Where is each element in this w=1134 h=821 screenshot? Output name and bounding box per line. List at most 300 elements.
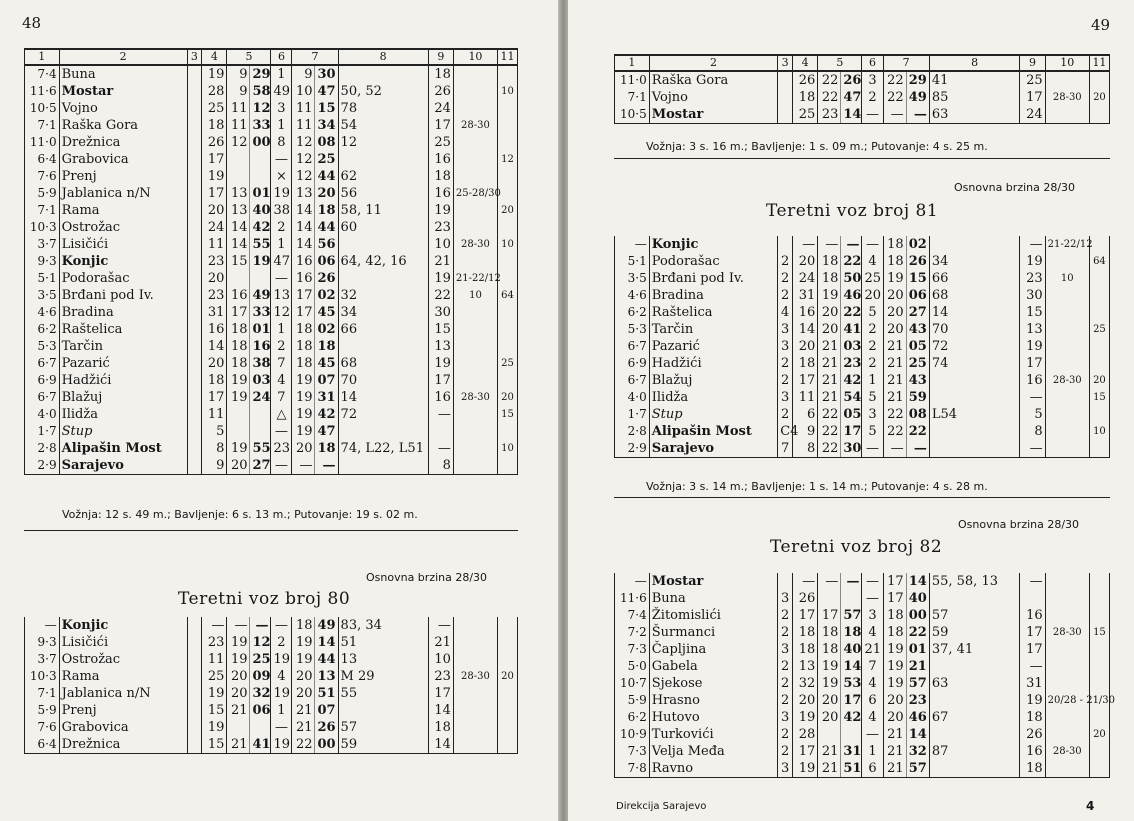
table-cell (778, 236, 793, 253)
table-cell (778, 573, 793, 590)
table-cell: 14 (929, 304, 1020, 321)
table-cell: — (818, 236, 841, 253)
table-cell: 8 (202, 440, 227, 457)
table-cell: 19 (792, 760, 817, 778)
station-name: Šurmanci (649, 624, 777, 641)
table-cell (187, 355, 202, 372)
table-cell: — (271, 719, 292, 736)
table-cell: 17 (292, 287, 315, 304)
table-row (615, 658, 1110, 675)
table-cell: 12 (250, 634, 271, 651)
table-cell: 5·1 (25, 270, 60, 287)
table-row (25, 440, 518, 457)
table-cell: 8 (1020, 423, 1045, 440)
table-cell: 20 (497, 202, 517, 219)
table-cell: 30 (428, 304, 453, 321)
table-cell: 18 (292, 617, 315, 634)
station-name: Alipašin Most (59, 440, 187, 457)
table-cell: 20 (292, 685, 315, 702)
table-cell: 21 (883, 338, 906, 355)
table-cell (497, 634, 517, 651)
table-cell: 20 (497, 668, 517, 685)
table-cell: 00 (250, 134, 271, 151)
table-cell: 50 (841, 270, 862, 287)
table-cell: 24 (792, 270, 817, 287)
table-cell (453, 355, 497, 372)
table-cell (497, 100, 517, 117)
table-cell: 19 (883, 658, 906, 675)
table-cell: 33 (250, 117, 271, 134)
table-cell: 19 (292, 423, 315, 440)
table-cell: 19 (883, 270, 906, 287)
table-cell: 26 (841, 71, 862, 89)
table-cell: 19 (883, 675, 906, 692)
table-cell (453, 685, 497, 702)
table-cell: 15 (497, 406, 517, 423)
table-cell: 18 (202, 372, 227, 389)
table-cell (497, 65, 517, 83)
table-cell (453, 457, 497, 475)
table-cell: 14 (792, 321, 817, 338)
base-speed-80: Osnovna brzina 28/30 (366, 571, 488, 584)
table-cell (338, 423, 428, 440)
table-cell: 22 (906, 624, 929, 641)
table-cell: 19 (792, 709, 817, 726)
table-cell (1089, 338, 1109, 355)
table-cell: 16 (227, 287, 250, 304)
table-cell (929, 692, 1020, 709)
table-cell: 19 (227, 651, 250, 668)
table-cell: 22 (818, 423, 841, 440)
table-cell: 14 (906, 573, 929, 590)
table-cell: 4 (862, 675, 883, 692)
table-cell: 31 (792, 287, 817, 304)
table-cell: △ (271, 406, 292, 423)
station-name: Jablanica n/N (59, 185, 187, 202)
table-cell: 28-30 (1045, 624, 1089, 641)
table-cell: — (792, 236, 817, 253)
table-cell: 19 (818, 675, 841, 692)
table-cell: 23 (428, 219, 453, 236)
table-cell: C4 (778, 423, 793, 440)
table-cell: 17 (1020, 641, 1045, 658)
station-name: Pazarić (649, 338, 777, 355)
table-cell (187, 151, 202, 168)
table-row (615, 355, 1110, 372)
table-cell: 21 (818, 355, 841, 372)
table-cell: 23 (841, 355, 862, 372)
table-cell (453, 651, 497, 668)
table-cell: 18 (428, 719, 453, 736)
table-cell: 29 (250, 65, 271, 83)
table-cell: 7·6 (25, 719, 60, 736)
table-cell (497, 253, 517, 270)
table-cell: 19 (818, 287, 841, 304)
table-cell (187, 185, 202, 202)
table-cell: 57 (338, 719, 428, 736)
table-cell: 2 (778, 624, 793, 641)
table-cell: 70 (338, 372, 428, 389)
table-cell: 2 (778, 372, 793, 389)
table-cell (1089, 406, 1109, 423)
table-cell: 20 (202, 270, 227, 287)
table-cell (1045, 709, 1089, 726)
table-cell: 20 (883, 287, 906, 304)
table-cell: 18 (292, 355, 315, 372)
table-cell: 18 (792, 641, 817, 658)
table-cell: 10 (453, 287, 497, 304)
table-cell (778, 89, 793, 106)
table-cell: 66 (338, 321, 428, 338)
page-number-left: 48 (22, 14, 42, 32)
table-cell (453, 202, 497, 219)
table-cell: 21 (292, 719, 315, 736)
station-name: Sarajevo (59, 457, 187, 475)
table-cell: 9·3 (25, 634, 60, 651)
table-cell: 9·3 (25, 253, 60, 270)
header-cell: 5 (227, 49, 271, 65)
table-cell: 23 (906, 692, 929, 709)
table-cell: 9 (202, 457, 227, 475)
table-cell: 13 (1020, 321, 1045, 338)
table-cell: 20 (818, 321, 841, 338)
footer-number: 4 (1086, 799, 1095, 813)
table-cell: 18 (883, 236, 906, 253)
station-name: Drežnica (59, 736, 187, 754)
table-cell: 17 (428, 117, 453, 134)
table-cell: — (271, 457, 292, 475)
station-name: Mostar (59, 83, 187, 100)
table-cell: 11·0 (615, 71, 650, 89)
table-cell (1089, 590, 1109, 607)
table-cell (929, 760, 1020, 778)
table-cell: 2 (862, 338, 883, 355)
table-cell: 28 (202, 83, 227, 100)
table-cell: 3 (862, 71, 883, 89)
table-cell: 23 (202, 287, 227, 304)
table-cell: 13 (271, 287, 292, 304)
divider (24, 530, 518, 531)
table-cell: 22 (841, 304, 862, 321)
table-cell: 18 (818, 624, 841, 641)
table-cell: 41 (250, 736, 271, 754)
table-cell (453, 304, 497, 321)
table-cell: 7·6 (25, 168, 60, 185)
table-cell: 19 (818, 658, 841, 675)
station-name: Sarajevo (649, 440, 777, 458)
table-cell: 11 (227, 117, 250, 134)
table-cell: 32 (338, 287, 428, 304)
table-row (25, 685, 518, 702)
table-cell: 34 (315, 117, 338, 134)
table-cell (227, 423, 250, 440)
table-cell (187, 634, 202, 651)
table-cell (929, 440, 1020, 458)
table-cell (453, 702, 497, 719)
table-cell (1045, 321, 1089, 338)
table-cell: 28-30 (453, 117, 497, 134)
table-cell: — (1020, 389, 1045, 406)
table-cell: 09 (250, 668, 271, 685)
table-cell (929, 372, 1020, 389)
table-cell: 19 (202, 65, 227, 83)
station-name: Konjic (649, 236, 777, 253)
table-cell: 6·4 (25, 151, 60, 168)
table-cell: 53 (841, 675, 862, 692)
header-cell: 10 (1045, 55, 1089, 71)
table-cell: 14 (202, 338, 227, 355)
table-cell: 18 (792, 355, 817, 372)
table-cell: 3·5 (25, 287, 60, 304)
table-cell: 06 (906, 287, 929, 304)
table-cell: 4 (778, 304, 793, 321)
table-row (615, 321, 1110, 338)
table-cell: 12 (271, 304, 292, 321)
table-cell: 10 (428, 651, 453, 668)
station-name: Žitomislići (649, 607, 777, 624)
table-cell: 64 (1089, 253, 1109, 270)
table-cell: 57 (906, 675, 929, 692)
header-cell: 2 (649, 55, 777, 71)
table-cell: 3·7 (25, 236, 60, 253)
table-cell: 27 (906, 304, 929, 321)
table-cell: 2 (778, 253, 793, 270)
table-cell: 19 (271, 685, 292, 702)
table-row (25, 423, 518, 440)
table-cell: — (25, 617, 60, 634)
table-cell: 2·8 (25, 440, 60, 457)
table-cell: 21 (883, 372, 906, 389)
table-cell: 14 (428, 736, 453, 754)
table-cell: 14 (227, 236, 250, 253)
table-row (25, 168, 518, 185)
table-row (615, 270, 1110, 287)
table-cell (453, 719, 497, 736)
header-cell: 4 (202, 49, 227, 65)
table-cell (250, 406, 271, 423)
table-cell (1089, 440, 1109, 458)
table-cell: 5·0 (615, 658, 650, 675)
table-cell: — (615, 236, 650, 253)
table-cell: 11 (202, 406, 227, 423)
table-cell: 13 (792, 658, 817, 675)
table-cell (187, 321, 202, 338)
table-cell: 19 (271, 736, 292, 754)
table-cell: 18 (202, 117, 227, 134)
table-cell: 22 (841, 253, 862, 270)
header-cell: 4 (792, 55, 817, 71)
table-cell: 38 (250, 355, 271, 372)
table-cell (497, 168, 517, 185)
table-cell: 26 (906, 253, 929, 270)
table-cell: 64, 42, 16 (338, 253, 428, 270)
table-cell: 40 (906, 590, 929, 607)
table-cell: 56 (338, 185, 428, 202)
table-cell: 17 (1020, 624, 1045, 641)
table-cell: 6·7 (615, 372, 650, 389)
table-row (615, 607, 1110, 624)
train-81-title: Teretni voz broj 81 (766, 201, 939, 221)
table-cell: 67 (929, 709, 1020, 726)
table-cell: 56 (315, 236, 338, 253)
table-cell: 19 (202, 719, 227, 736)
table-cell (453, 253, 497, 270)
table-cell: 20 (227, 685, 250, 702)
table-cell: 57 (929, 607, 1020, 624)
table-cell: 28-30 (1045, 372, 1089, 389)
table-cell: 11 (202, 651, 227, 668)
station-name: Raška Gora (649, 71, 777, 89)
table-cell (1045, 760, 1089, 778)
table-cell: 42 (315, 406, 338, 423)
table-cell: 1·7 (25, 423, 60, 440)
table-cell (1045, 389, 1089, 406)
table-cell (338, 457, 428, 475)
table-cell: 21 (883, 760, 906, 778)
table-cell: — (862, 236, 883, 253)
table-cell (929, 726, 1020, 743)
table-cell: 08 (906, 406, 929, 423)
table-cell (338, 236, 428, 253)
table-cell: 23 (271, 440, 292, 457)
table-cell: 21 (818, 760, 841, 778)
table-cell: 26 (428, 83, 453, 100)
table-cell (1045, 726, 1089, 743)
table-cell (338, 338, 428, 355)
timetable-continued (614, 54, 1110, 124)
table-cell: — (841, 573, 862, 590)
table-cell (453, 634, 497, 651)
table-cell: 21 (818, 338, 841, 355)
table-row (25, 117, 518, 134)
table-cell: 14 (315, 634, 338, 651)
table-cell: 12 (227, 134, 250, 151)
divider (614, 158, 1110, 159)
table-cell: 42 (841, 709, 862, 726)
table-cell: 54 (841, 389, 862, 406)
table-cell: 17 (202, 389, 227, 406)
table-cell: 20 (1089, 726, 1109, 743)
table-cell: 72 (929, 338, 1020, 355)
station-name: Ilidža (59, 406, 187, 423)
table-cell: 01 (250, 185, 271, 202)
table-cell: 11 (792, 389, 817, 406)
table-cell: 16 (292, 270, 315, 287)
station-name: Lisičići (59, 236, 187, 253)
table-cell (1089, 270, 1109, 287)
table-cell (1045, 253, 1089, 270)
table-cell: 10·7 (615, 675, 650, 692)
table-cell: 02 (906, 236, 929, 253)
table-row (25, 202, 518, 219)
table-cell: 21 (818, 372, 841, 389)
table-cell: 5 (202, 423, 227, 440)
table-cell: 22 (818, 89, 841, 106)
table-cell (1045, 106, 1089, 124)
table-cell: — (1020, 440, 1045, 458)
table-cell: 5 (1020, 406, 1045, 423)
table-row (25, 355, 518, 372)
table-cell: — (1020, 573, 1045, 590)
table-cell: 17 (883, 590, 906, 607)
table-cell: 55 (250, 440, 271, 457)
table-cell: 20 (1089, 372, 1109, 389)
table-cell: 3 (778, 760, 793, 778)
table-cell: 19 (227, 634, 250, 651)
table-cell: 19 (202, 685, 227, 702)
table-cell: 17 (818, 607, 841, 624)
table-cell: 42 (841, 372, 862, 389)
table-cell (338, 270, 428, 287)
table-cell: 20 (792, 692, 817, 709)
table-cell: 05 (906, 338, 929, 355)
table-cell (497, 617, 517, 634)
table-cell: 21 (883, 389, 906, 406)
table-cell: 68 (338, 355, 428, 372)
header-cell: 8 (929, 55, 1020, 71)
table-cell: 74 (929, 355, 1020, 372)
table-cell (1089, 106, 1109, 124)
table-cell: 14 (292, 219, 315, 236)
table-row (615, 743, 1110, 760)
table-cell (187, 372, 202, 389)
train-82-title: Teretni voz broj 82 (770, 537, 943, 557)
table-cell: 63 (929, 675, 1020, 692)
table-cell: 4 (862, 709, 883, 726)
table-cell: 20 (292, 668, 315, 685)
table-cell: 20 (818, 692, 841, 709)
table-cell: 7 (778, 440, 793, 458)
table-cell (1045, 71, 1089, 89)
table-cell: 23 (1020, 270, 1045, 287)
station-name: Vojno (649, 89, 777, 106)
table-cell: 49 (271, 83, 292, 100)
table-cell: 7·4 (615, 607, 650, 624)
table-cell: 1 (271, 236, 292, 253)
station-name: Sjekose (649, 675, 777, 692)
table-cell: 20 (818, 709, 841, 726)
table-cell: 33 (250, 304, 271, 321)
table-cell: 8 (428, 457, 453, 475)
table-cell: 72 (338, 406, 428, 423)
table-cell: 9 (792, 423, 817, 440)
table-cell: 54 (338, 117, 428, 134)
table-cell: 2 (778, 406, 793, 423)
table-cell (250, 168, 271, 185)
table-cell (187, 100, 202, 117)
table-cell: 10 (292, 83, 315, 100)
table-cell (497, 321, 517, 338)
table-cell: 17 (227, 304, 250, 321)
table-cell: 1 (271, 321, 292, 338)
table-cell (187, 736, 202, 754)
table-cell (1089, 743, 1109, 760)
page-number-right: 49 (1091, 16, 1111, 34)
table-cell: 10·9 (615, 726, 650, 743)
table-row (615, 89, 1110, 106)
table-cell (187, 65, 202, 83)
table-cell: 13 (227, 202, 250, 219)
table-cell: 18 (883, 607, 906, 624)
header-cell: 6 (862, 55, 883, 71)
table-cell: 15 (315, 100, 338, 117)
table-cell (929, 423, 1020, 440)
station-name: Stup (59, 423, 187, 440)
table-cell: 21 (227, 736, 250, 754)
table-cell (1089, 641, 1109, 658)
table-cell: 14 (841, 106, 862, 124)
table-cell: 17 (841, 423, 862, 440)
